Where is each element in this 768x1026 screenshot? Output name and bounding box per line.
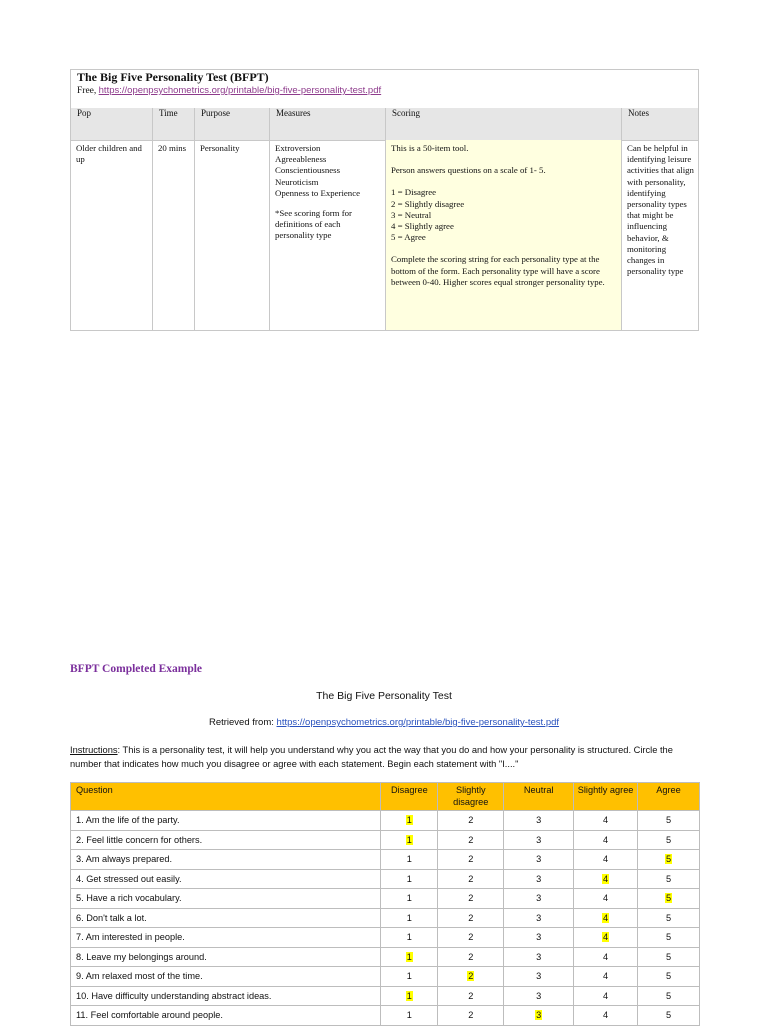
table-row bbox=[71, 908, 700, 928]
rating-value: 5 bbox=[665, 834, 672, 845]
rating-cell[interactable] bbox=[504, 869, 574, 889]
rating-value: 4 bbox=[603, 971, 609, 982]
measures-note: *See scoring form for definitions of each personality type bbox=[275, 208, 352, 241]
table-row bbox=[71, 889, 700, 909]
purpose-cell: Personality bbox=[200, 143, 240, 153]
instructions bbox=[70, 743, 700, 771]
rating-value: 2 bbox=[468, 990, 474, 1001]
rating-value: 3 bbox=[536, 834, 542, 845]
rating-cell[interactable] bbox=[574, 830, 638, 850]
rating-value: 2 bbox=[468, 912, 474, 923]
example-heading: BFPT Completed Example bbox=[70, 663, 203, 675]
rating-cell[interactable] bbox=[574, 967, 638, 987]
document-title: The Big Five Personality Test bbox=[316, 690, 452, 702]
rating-value: 1 bbox=[406, 912, 412, 923]
rating-cell[interactable] bbox=[504, 1006, 574, 1026]
rating-cell[interactable] bbox=[438, 830, 504, 850]
measure-item: Agreeableness bbox=[275, 154, 327, 165]
source-link[interactable]: https://openpsychometrics.org/printable/big-five-personality-test.pdf bbox=[98, 85, 382, 96]
rating-cell[interactable] bbox=[504, 830, 574, 850]
scoring-level: 3 = Neutral bbox=[391, 209, 432, 220]
summary-table bbox=[70, 69, 699, 331]
free-line bbox=[77, 85, 381, 96]
rating-value: 3 bbox=[536, 990, 542, 1001]
rating-value: 4 bbox=[603, 990, 609, 1001]
scoring-level: 4 = Slightly agree bbox=[391, 221, 454, 232]
selected-rating: 1 bbox=[406, 815, 412, 826]
table-row bbox=[71, 1006, 700, 1026]
rating-cell[interactable] bbox=[638, 967, 700, 987]
measures-cell bbox=[275, 143, 381, 242]
measure-item: Conscientiousness bbox=[275, 165, 340, 176]
rating-value: 2 bbox=[468, 834, 474, 845]
question-text: 10. Have difficulty understanding abstract ideas. bbox=[71, 986, 381, 1006]
rating-value: 3 bbox=[536, 893, 542, 904]
question-table-body bbox=[71, 811, 700, 1026]
rating-value: 1 bbox=[406, 854, 412, 865]
rating-cell[interactable] bbox=[438, 928, 504, 948]
rating-cell[interactable] bbox=[381, 850, 438, 870]
selected-rating: 1 bbox=[406, 990, 412, 1001]
rating-cell[interactable] bbox=[438, 967, 504, 987]
summary-body-row bbox=[71, 140, 698, 330]
measure-item: Openness to Experience bbox=[275, 187, 361, 198]
rating-value: 4 bbox=[603, 834, 609, 845]
rating-cell[interactable] bbox=[638, 1006, 700, 1026]
rating-cell[interactable] bbox=[638, 869, 700, 889]
rating-cell[interactable] bbox=[381, 908, 438, 928]
rating-cell[interactable] bbox=[638, 986, 700, 1006]
rating-cell[interactable] bbox=[504, 967, 574, 987]
question-text: 5. Have a rich vocabulary. bbox=[71, 889, 381, 909]
rating-cell[interactable] bbox=[381, 1006, 438, 1026]
rating-cell[interactable] bbox=[574, 889, 638, 909]
rating-value: 1 bbox=[406, 971, 412, 982]
selected-rating: 4 bbox=[603, 932, 609, 943]
rating-value: 4 bbox=[603, 815, 609, 826]
table-row bbox=[71, 869, 700, 889]
table-row bbox=[71, 850, 700, 870]
rating-value: 2 bbox=[468, 854, 474, 865]
question-text: 4. Get stressed out easily. bbox=[71, 869, 381, 889]
rating-cell[interactable] bbox=[638, 811, 700, 831]
rating-value: 5 bbox=[665, 912, 672, 923]
rating-value: 3 bbox=[536, 971, 542, 982]
rating-value: 3 bbox=[536, 951, 542, 962]
rating-cell[interactable] bbox=[438, 869, 504, 889]
rating-cell[interactable] bbox=[504, 889, 574, 909]
rating-cell[interactable] bbox=[574, 986, 638, 1006]
rating-value: 4 bbox=[603, 951, 609, 962]
rating-cell[interactable] bbox=[574, 908, 638, 928]
rating-value: 3 bbox=[536, 854, 542, 865]
measure-item: Extroversion bbox=[275, 143, 321, 153]
rating-cell[interactable] bbox=[381, 869, 438, 889]
table-row bbox=[71, 947, 700, 967]
rating-cell[interactable] bbox=[574, 928, 638, 948]
table-row bbox=[71, 928, 700, 948]
rating-cell[interactable] bbox=[638, 889, 700, 909]
table-row bbox=[71, 830, 700, 850]
header-slightly-disagree: Slightly disagree bbox=[438, 783, 504, 811]
selected-rating: 4 bbox=[603, 873, 609, 884]
rating-cell[interactable] bbox=[638, 850, 700, 870]
time-cell: 20 mins bbox=[158, 143, 187, 153]
rating-cell[interactable] bbox=[381, 986, 438, 1006]
rating-cell[interactable] bbox=[438, 947, 504, 967]
table-row bbox=[71, 986, 700, 1006]
header-scoring: Scoring bbox=[392, 108, 420, 118]
rating-cell[interactable] bbox=[381, 928, 438, 948]
rating-cell[interactable] bbox=[381, 889, 438, 909]
rating-value: 4 bbox=[603, 1010, 609, 1021]
measure-item: Neuroticism bbox=[275, 176, 319, 187]
question-text: 7. Am interested in people. bbox=[71, 928, 381, 948]
rating-value: 2 bbox=[468, 893, 474, 904]
retrieved-label: Retrieved from: bbox=[208, 717, 274, 728]
question-text: 2. Feel little concern for others. bbox=[71, 830, 381, 850]
summary-title: The Big Five Personality Test (BFPT) bbox=[77, 70, 269, 84]
header-purpose: Purpose bbox=[201, 108, 230, 118]
scoring-cell bbox=[391, 143, 617, 288]
scoring-level: 5 = Agree bbox=[391, 232, 426, 243]
selected-rating: 5 bbox=[665, 854, 672, 865]
scoring-level: 1 = Disagree bbox=[391, 187, 437, 198]
question-text: 11. Feel comfortable around people. bbox=[71, 1006, 381, 1026]
header-measures: Measures bbox=[276, 108, 311, 118]
retrieved-line bbox=[0, 717, 768, 728]
pop-cell: Older children and up bbox=[76, 143, 142, 165]
selected-rating: 4 bbox=[603, 912, 609, 923]
scoring-scale: Person answers questions on a scale of 1- 5. bbox=[391, 165, 546, 176]
rating-value: 3 bbox=[536, 873, 542, 884]
rating-value: 5 bbox=[665, 1010, 672, 1021]
summary-title-row bbox=[71, 70, 698, 109]
question-text: 9. Am relaxed most of the time. bbox=[71, 967, 381, 987]
header-question: Question bbox=[71, 783, 381, 811]
rating-value: 5 bbox=[665, 815, 672, 826]
rating-cell[interactable] bbox=[438, 889, 504, 909]
rating-cell[interactable] bbox=[504, 986, 574, 1006]
selected-rating: 1 bbox=[406, 834, 412, 845]
rating-value: 4 bbox=[603, 893, 609, 904]
rating-cell[interactable] bbox=[438, 811, 504, 831]
rating-cell[interactable] bbox=[438, 1006, 504, 1026]
rating-cell[interactable] bbox=[438, 908, 504, 928]
rating-value: 3 bbox=[536, 912, 542, 923]
summary-header-row bbox=[71, 108, 698, 141]
rating-value: 5 bbox=[665, 990, 672, 1001]
header-slightly-agree: Slightly agree bbox=[574, 783, 638, 811]
selected-rating: 3 bbox=[536, 1010, 542, 1021]
rating-cell[interactable] bbox=[574, 869, 638, 889]
rating-value: 5 bbox=[665, 971, 672, 982]
rating-value: 1 bbox=[406, 932, 412, 943]
question-table bbox=[70, 782, 700, 1026]
header-neutral: Neutral bbox=[504, 783, 574, 811]
notes-cell: Can be helpful in identifying leisure activities that align with personality, identifying personality types that might be influencing behavior, & monitoring changes in personality type bbox=[627, 143, 694, 277]
scoring-note: Complete the scoring string for each personality type at the bottom of the form. Each personality type will have a score between 0-40. Higher scores equal stronger personality type. bbox=[391, 254, 605, 287]
rating-cell[interactable] bbox=[574, 850, 638, 870]
rating-value: 2 bbox=[468, 951, 474, 962]
rating-value: 5 bbox=[665, 873, 672, 884]
rating-cell[interactable] bbox=[504, 928, 574, 948]
rating-cell[interactable] bbox=[381, 811, 438, 831]
retrieved-link[interactable]: https://openpsychometrics.org/printable/big-five-personality-test.pdf bbox=[276, 717, 560, 728]
rating-cell[interactable] bbox=[574, 947, 638, 967]
rating-value: 2 bbox=[468, 932, 474, 943]
instructions-text: : This is a personality test, it will help you understand why you act the way that you do and how your personality is structured. Circle the number that indicates how much you disagree or agree with each statement. Begin each statement with "I...." bbox=[70, 745, 673, 769]
scoring-intro: This is a 50-item tool. bbox=[391, 143, 469, 153]
header-agree: Agree bbox=[638, 783, 700, 811]
selected-rating: 1 bbox=[406, 951, 412, 962]
question-text: 6. Don't talk a lot. bbox=[71, 908, 381, 928]
header-notes: Notes bbox=[628, 108, 649, 118]
scoring-level: 2 = Slightly disagree bbox=[391, 198, 465, 209]
instructions-label: Instructions bbox=[70, 745, 118, 755]
rating-cell[interactable] bbox=[638, 928, 700, 948]
rating-cell[interactable] bbox=[638, 947, 700, 967]
rating-cell[interactable] bbox=[638, 830, 700, 850]
rating-value: 1 bbox=[406, 873, 412, 884]
rating-cell[interactable] bbox=[438, 986, 504, 1006]
rating-cell[interactable] bbox=[504, 908, 574, 928]
rating-cell[interactable] bbox=[381, 830, 438, 850]
rating-cell[interactable] bbox=[638, 908, 700, 928]
question-text: 3. Am always prepared. bbox=[71, 850, 381, 870]
rating-value: 1 bbox=[406, 893, 412, 904]
table-row bbox=[71, 811, 700, 831]
rating-value: 2 bbox=[468, 815, 474, 826]
rating-cell[interactable] bbox=[574, 1006, 638, 1026]
question-table-header bbox=[71, 783, 700, 811]
rating-value: 2 bbox=[468, 873, 474, 884]
rating-value: 5 bbox=[665, 932, 672, 943]
rating-value: 3 bbox=[536, 932, 542, 943]
rating-value: 5 bbox=[665, 951, 672, 962]
table-row bbox=[71, 967, 700, 987]
rating-value: 4 bbox=[603, 854, 609, 865]
rating-cell[interactable] bbox=[504, 947, 574, 967]
rating-value: 1 bbox=[406, 1010, 412, 1021]
rating-value: 2 bbox=[468, 1010, 474, 1021]
rating-cell[interactable] bbox=[504, 850, 574, 870]
question-text: 1. Am the life of the party. bbox=[71, 811, 381, 831]
rating-cell[interactable] bbox=[381, 947, 438, 967]
rating-cell[interactable] bbox=[381, 967, 438, 987]
header-pop: Pop bbox=[77, 108, 92, 118]
selected-rating: 5 bbox=[665, 893, 672, 904]
rating-cell[interactable] bbox=[438, 850, 504, 870]
rating-value: 3 bbox=[536, 815, 542, 826]
question-text: 8. Leave my belongings around. bbox=[71, 947, 381, 967]
header-time: Time bbox=[159, 108, 178, 118]
selected-rating: 2 bbox=[468, 971, 474, 982]
rating-cell[interactable] bbox=[574, 811, 638, 831]
rating-cell[interactable] bbox=[504, 811, 574, 831]
free-label: Free, bbox=[77, 86, 97, 96]
header-disagree: Disagree bbox=[381, 783, 438, 811]
